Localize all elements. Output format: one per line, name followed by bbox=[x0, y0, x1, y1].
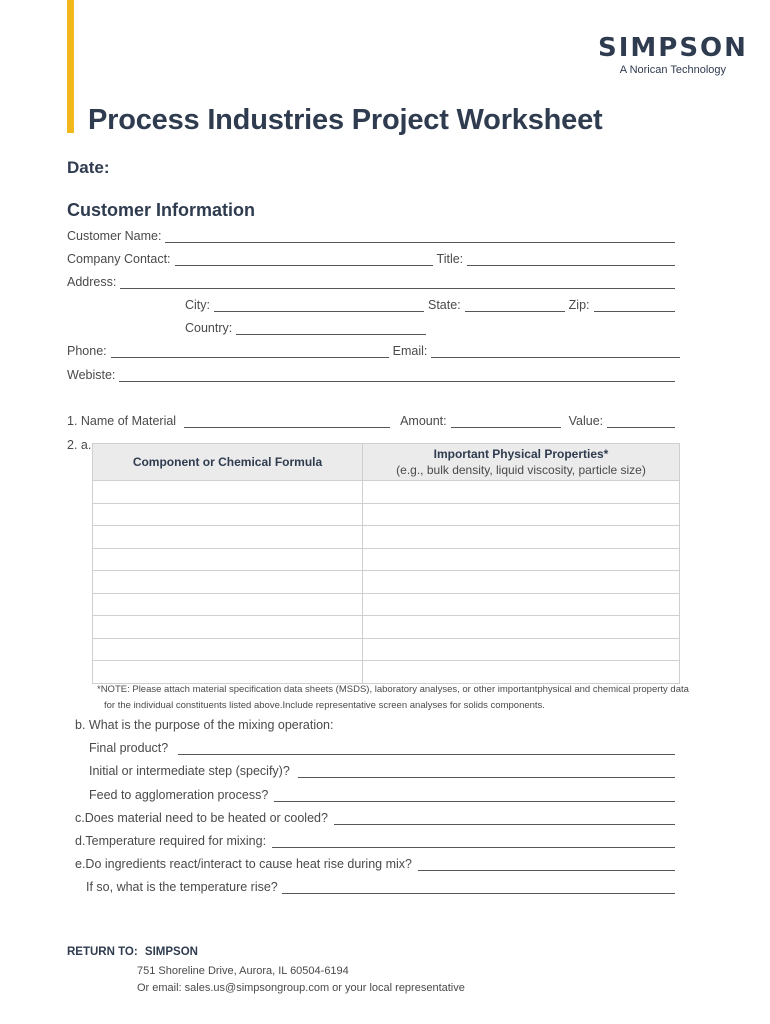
heat-rise-label: e.Do ingredients react/interact to cause heat rise during mix? bbox=[75, 857, 412, 871]
table-row bbox=[93, 660, 679, 683]
heated-cooled-row bbox=[75, 811, 679, 825]
heat-rise-row bbox=[75, 857, 679, 871]
properties-cell[interactable] bbox=[363, 549, 679, 571]
return-email: Or email: sales.us@simpsongroup.com or your local representative bbox=[137, 982, 465, 994]
material-name-field[interactable] bbox=[184, 416, 390, 428]
note-line-1: *NOTE: Please attach material specification data sheets (MSDS), laboratory analyses, or other importantphysical and chemical property data bbox=[97, 684, 689, 695]
heated-cooled-field[interactable] bbox=[334, 813, 675, 825]
temperature-row bbox=[75, 834, 679, 848]
return-address: 751 Shoreline Drive, Aurora, IL 60504-6194 bbox=[137, 965, 349, 977]
properties-header-label: Important Physical Properties* bbox=[433, 447, 609, 461]
intermediate-label: Initial or intermediate step (specify)? bbox=[89, 764, 290, 778]
city-label: City: bbox=[185, 298, 210, 312]
heat-rise-field[interactable] bbox=[418, 859, 675, 871]
component-cell[interactable] bbox=[93, 594, 363, 616]
table-header bbox=[93, 444, 679, 480]
component-cell[interactable] bbox=[93, 504, 363, 526]
final-product-label: Final product? bbox=[89, 741, 169, 755]
properties-cell[interactable] bbox=[363, 481, 679, 503]
item-2a-label: 2. a. bbox=[67, 438, 92, 452]
temperature-label: d.Temperature required for mixing: bbox=[75, 834, 267, 848]
zip-label: Zip: bbox=[568, 298, 590, 312]
website-field[interactable] bbox=[119, 370, 675, 382]
email-label: Email: bbox=[392, 344, 428, 358]
return-company: SIMPSON bbox=[144, 946, 198, 958]
return-to-label: RETURN TO: bbox=[67, 946, 138, 958]
note-text bbox=[97, 682, 697, 714]
table-row bbox=[93, 638, 679, 661]
agglomeration-row bbox=[89, 788, 679, 802]
note-line-2: for the individual constituents listed above.Include representative screen analyses for solids components. bbox=[104, 700, 545, 711]
component-header-label: Component or Chemical Formula bbox=[132, 455, 323, 469]
final-product-row bbox=[89, 741, 679, 755]
phone-field[interactable] bbox=[111, 346, 389, 358]
properties-cell[interactable] bbox=[363, 661, 679, 683]
customer-section-title: Customer Information bbox=[67, 200, 256, 220]
company-contact-field[interactable] bbox=[175, 254, 433, 266]
table-body bbox=[93, 480, 679, 683]
city-state-zip-row bbox=[185, 298, 679, 312]
state-label: State: bbox=[428, 298, 461, 312]
final-product-field[interactable] bbox=[178, 743, 675, 755]
amount-field[interactable] bbox=[451, 416, 561, 428]
temperature-field[interactable] bbox=[272, 836, 675, 848]
material-name-label: 1. Name of Material bbox=[67, 414, 177, 428]
country-row bbox=[185, 321, 430, 335]
temp-rise-field[interactable] bbox=[282, 882, 675, 894]
component-cell[interactable] bbox=[93, 571, 363, 593]
table-row bbox=[93, 615, 679, 638]
table-row bbox=[93, 548, 679, 571]
website-row bbox=[67, 368, 679, 382]
properties-cell[interactable] bbox=[363, 504, 679, 526]
return-to-line bbox=[67, 946, 198, 958]
properties-cell[interactable] bbox=[363, 526, 679, 548]
state-field[interactable] bbox=[465, 300, 565, 312]
address-row bbox=[67, 275, 679, 289]
heated-cooled-label: c.Does material need to be heated or cooled? bbox=[75, 811, 328, 825]
intermediate-field[interactable] bbox=[298, 766, 675, 778]
city-field[interactable] bbox=[214, 300, 424, 312]
phone-label: Phone: bbox=[67, 344, 107, 358]
properties-cell[interactable] bbox=[363, 571, 679, 593]
material-row bbox=[67, 414, 679, 428]
properties-cell[interactable] bbox=[363, 639, 679, 661]
table-row bbox=[93, 593, 679, 616]
intermediate-row bbox=[89, 764, 679, 778]
amount-label: Amount: bbox=[400, 414, 447, 428]
properties-column-header bbox=[363, 444, 679, 480]
zip-field[interactable] bbox=[594, 300, 675, 312]
table-row bbox=[93, 525, 679, 548]
value-field[interactable] bbox=[607, 416, 675, 428]
logo-wordmark: SIMPSON bbox=[598, 33, 748, 63]
table-row bbox=[93, 570, 679, 593]
properties-header-sub: (e.g., bulk density, liquid viscosity, particle size) bbox=[396, 463, 646, 477]
component-cell[interactable] bbox=[93, 481, 363, 503]
simpson-logo bbox=[598, 33, 748, 76]
customer-name-label: Customer Name: bbox=[67, 229, 162, 243]
accent-bar bbox=[67, 0, 74, 133]
component-cell[interactable] bbox=[93, 661, 363, 683]
date-label: Date: bbox=[67, 158, 110, 177]
component-column-header bbox=[93, 444, 363, 480]
agglomeration-field[interactable] bbox=[274, 790, 675, 802]
company-contact-row bbox=[67, 252, 679, 266]
title-label: Title: bbox=[436, 252, 464, 266]
value-label: Value: bbox=[568, 414, 604, 428]
page-title: Process Industries Project Worksheet bbox=[88, 104, 603, 136]
component-cell[interactable] bbox=[93, 549, 363, 571]
agglomeration-label: Feed to agglomeration process? bbox=[89, 788, 269, 802]
component-cell[interactable] bbox=[93, 639, 363, 661]
country-field[interactable] bbox=[236, 323, 426, 335]
components-table bbox=[92, 443, 680, 684]
customer-name-field[interactable] bbox=[165, 231, 675, 243]
address-label: Address: bbox=[67, 275, 117, 289]
properties-cell[interactable] bbox=[363, 594, 679, 616]
question-b-label: b. What is the purpose of the mixing operation: bbox=[75, 718, 334, 732]
website-label: Webiste: bbox=[67, 368, 116, 382]
logo-tagline: A Norican Technology bbox=[619, 64, 726, 76]
component-cell[interactable] bbox=[93, 616, 363, 638]
address-field[interactable] bbox=[120, 277, 675, 289]
email-field[interactable] bbox=[431, 346, 680, 358]
title-field[interactable] bbox=[467, 254, 675, 266]
country-label: Country: bbox=[185, 321, 233, 335]
company-contact-label: Company Contact: bbox=[67, 252, 171, 266]
phone-email-row bbox=[67, 344, 684, 358]
table-row bbox=[93, 480, 679, 503]
table-row bbox=[93, 503, 679, 526]
temp-rise-label: If so, what is the temperature rise? bbox=[86, 880, 278, 894]
component-cell[interactable] bbox=[93, 526, 363, 548]
properties-cell[interactable] bbox=[363, 616, 679, 638]
customer-name-row bbox=[67, 229, 679, 243]
temp-rise-row bbox=[86, 880, 679, 894]
